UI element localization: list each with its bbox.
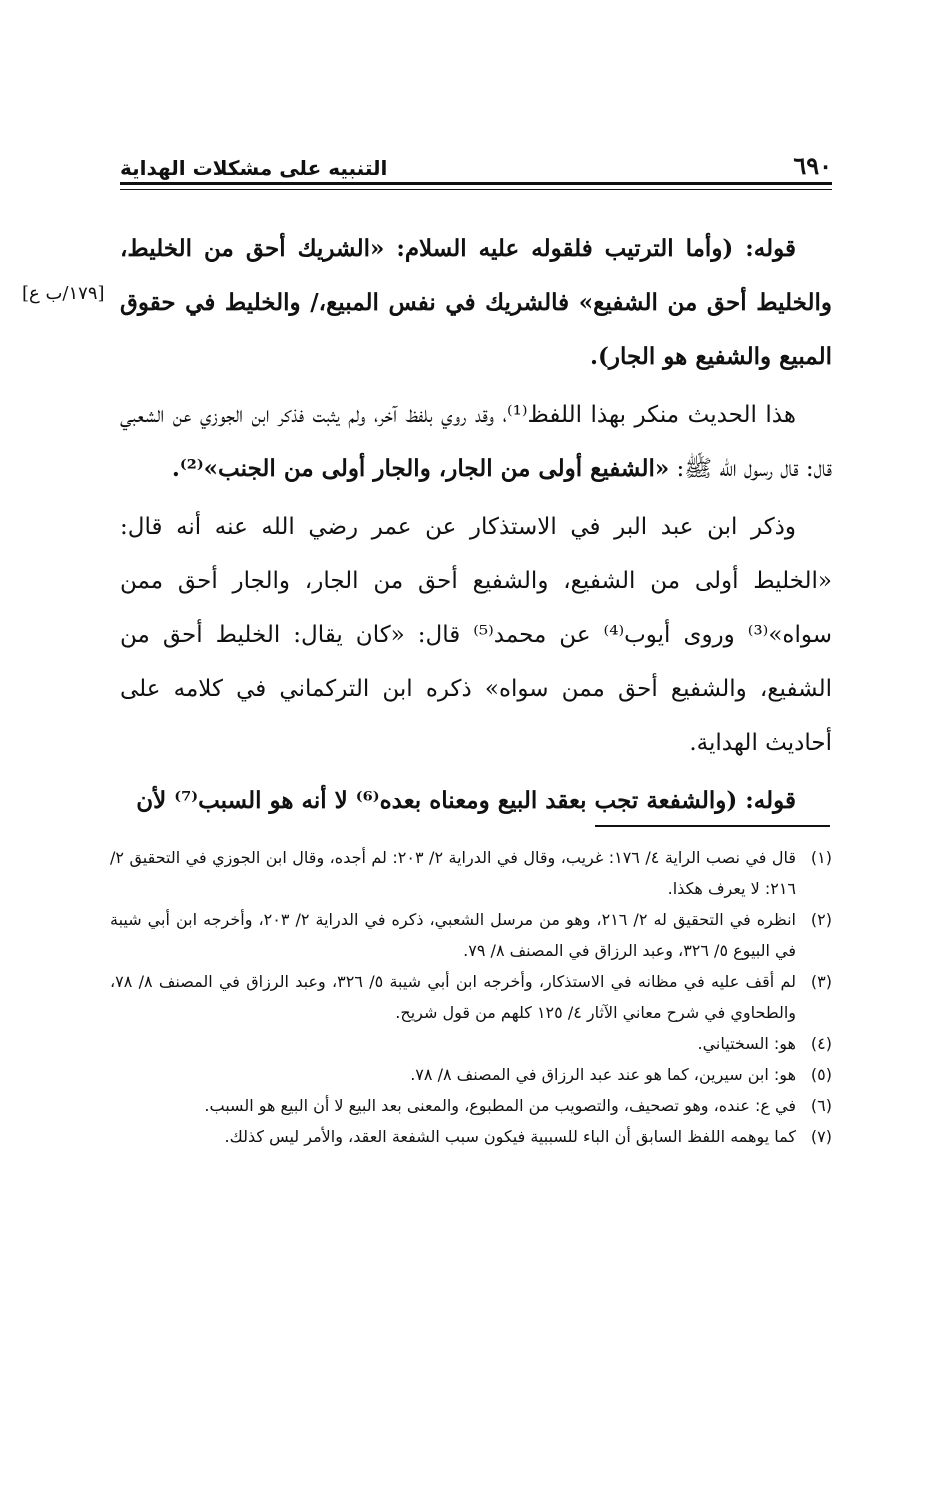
footnotes: [110, 842, 832, 1152]
footnote-number: (٥): [810, 1065, 832, 1084]
page-number: ٦٩٠: [793, 151, 832, 180]
page-header: [120, 140, 832, 180]
footnote-number: (٦): [810, 1096, 832, 1115]
footnote: [110, 1059, 832, 1090]
footnote-number: (٢): [810, 910, 832, 929]
footnote: [110, 1090, 832, 1121]
paragraph-1: قوله: (وأما الترتيب فلقوله عليه السلام: «الشريك أحق من الخليط، والخليط أحق من الشفيع» فالشريك في نفس المبيع،/ والخليط في حقوق المبيع والشفيع هو الجار).: [120, 235, 832, 370]
paragraph-2: [120, 388, 832, 496]
footnote-number: (٣): [810, 972, 832, 991]
footnote-text: هو: السختياني.: [697, 1034, 796, 1053]
footnote-text: قال في نصب الراية ٤/ ١٧٦: غريب، وقال في الدراية ٢/ ٢٠٣: لم أجده، وقال ابن الجوزي في التحقيق ٢/ ٢١٦: لا يعرف هكذا.: [110, 848, 797, 898]
footnote: [110, 966, 832, 1028]
header-rule-thin: [120, 189, 832, 190]
footnote: [110, 1121, 832, 1152]
paragraph-3: وذكر ابن عبد البر في الاستذكار عن عمر رضي الله عنه أنه قال: «الخليط أولى من الشفيع، والشفيع أحق من الجار، والجار أحق ممن سواه»⁽³⁾ وروى أيوب⁽⁴⁾ عن محمد⁽⁵⁾ قال: «كان يقال: الخليط أحق من الشفيع، والشفيع أحق ممن سواه» ذكره ابن التركماني في كلامه على أحاديث الهداية.: [120, 514, 832, 756]
footnote-text: لم أقف عليه في مظانه في الاستذكار، وأخرجه ابن أبي شيبة ٥/ ٣٢٦، وعبد الرزاق في المصنف ٨/ ٧٨، والطحاوي في شرح معاني الآثار ٤/ ١٢٥ كلهم من قول شريح.: [110, 972, 796, 1022]
footnote-text: هو: ابن سيرين، كما هو عند عبد الرزاق في المصنف ٨/ ٧٨.: [410, 1065, 796, 1084]
manuscript-folio-note: [١٧٩/ب ع]: [22, 283, 105, 304]
book-title: التنبيه على مشكلات الهداية: [120, 156, 388, 180]
header-rule-thick: [120, 182, 832, 185]
footnote: [110, 1028, 832, 1059]
hadith-quote: «الشفيع أولى من الجار، والجار أولى من الجنب»⁽²⁾.: [171, 455, 670, 482]
footnote: [110, 904, 832, 966]
paragraph-2-text: هذا الحديث منكر بهذا اللفظ⁽¹⁾، وقد روي بلفظ آخر، ولم يثبت فذكر ابن الجوزي عن الشعبي قال: قال رسول الله ﷺ:: [120, 402, 832, 482]
footnote-text: كما يوهمه اللفظ السابق أن الباء للسببية فيكون سبب الشفعة العقد، والأمر ليس كذلك.: [224, 1127, 796, 1146]
footnote: [110, 842, 832, 904]
main-text: [120, 222, 832, 832]
footnote-separator: [595, 825, 830, 827]
paragraph-4: قوله: (والشفعة تجب بعقد البيع ومعناه بعده⁽⁶⁾ لا أنه هو السبب⁽⁷⁾ لأن: [136, 787, 796, 814]
footnote-number: (١): [810, 848, 832, 867]
footnote-text: انظره في التحقيق له ٢/ ٢١٦، وهو من مرسل الشعبي، ذكره في الدراية ٢/ ٢٠٣، وأخرجه ابن أبي شيبة في البيوع ٥/ ٣٢٦، وعبد الرزاق في المصنف ٨/ ٧٩.: [110, 910, 796, 960]
footnote-number: (٧): [810, 1127, 832, 1146]
footnote-number: (٤): [810, 1034, 832, 1053]
footnote-text: في ع: عنده، وهو تصحيف، والتصويب من المطبوع، والمعنى بعد البيع لا أن البيع هو السبب.: [204, 1096, 796, 1115]
